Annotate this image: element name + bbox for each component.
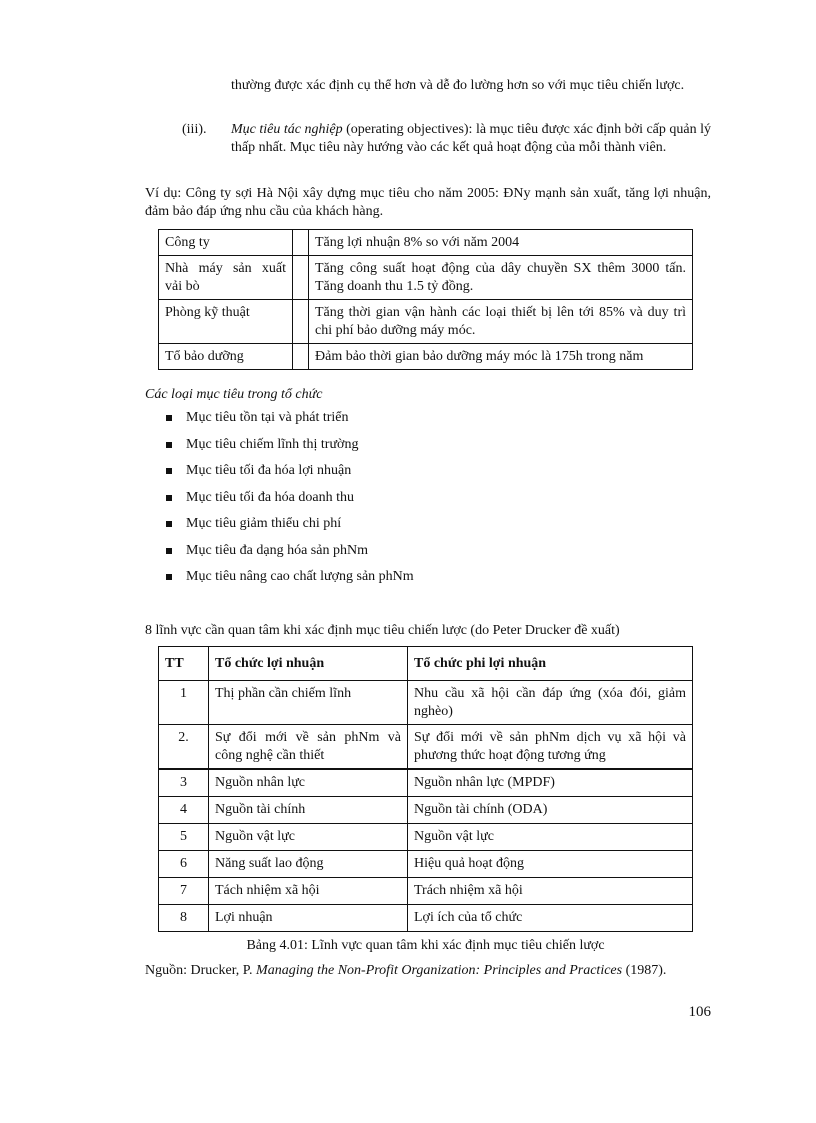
operating-objectives-definition: (operating objectives): là mục tiêu được xác định bởi cấp quản lý thấp nhất. Mục tiêu này hướng vào các kết quả hoạt động của mỗi thành viên. bbox=[231, 122, 712, 155]
list-item bbox=[160, 462, 414, 489]
drucker-areas-table bbox=[158, 646, 693, 932]
profit-cell: Sự đổi mới về sản phNm và công nghệ cần thiết bbox=[209, 725, 408, 770]
tt-cell: 6 bbox=[159, 850, 209, 877]
source-book-title: Managing the Non-Profit Organization: Principles and Practices bbox=[256, 963, 623, 978]
square-bullet-icon bbox=[166, 442, 172, 448]
goal-types-heading: Các loại mục tiêu trong tổ chức bbox=[145, 387, 323, 402]
profit-cell: Tách nhiệm xã hội bbox=[209, 877, 408, 904]
column-header-profit: Tổ chức lợi nhuận bbox=[209, 647, 408, 681]
table-header-row bbox=[159, 647, 693, 681]
nonprofit-cell: Nguồn nhân lực (MPDF) bbox=[408, 769, 693, 796]
square-bullet-icon bbox=[166, 521, 172, 527]
drucker-areas-heading: 8 lĩnh vực cần quan tâm khi xác định mục tiêu chiến lược (do Peter Drucker đề xuất) bbox=[145, 623, 620, 638]
table-row bbox=[159, 230, 693, 256]
source-citation bbox=[145, 962, 711, 980]
profit-cell: Nguồn nhân lực bbox=[209, 769, 408, 796]
table-caption: Bảng 4.01: Lĩnh vực quan tâm khi xác định mục tiêu chiến lược bbox=[246, 938, 605, 953]
list-item bbox=[160, 409, 414, 436]
spacer-cell bbox=[293, 230, 309, 256]
goal-cell: Đảm bảo thời gian bảo dưỡng máy móc là 175h trong năm bbox=[309, 344, 693, 370]
list-item bbox=[160, 568, 414, 595]
paragraph-continuation: thường được xác định cụ thể hơn và dễ đo lường hơn so với mục tiêu chiến lược. bbox=[231, 78, 685, 93]
column-header-tt: TT bbox=[159, 647, 209, 681]
table-row bbox=[159, 769, 693, 796]
profit-cell: Nguồn tài chính bbox=[209, 796, 408, 823]
table-row bbox=[159, 850, 693, 877]
table-row bbox=[159, 725, 693, 770]
table-row bbox=[159, 904, 693, 931]
spacer-cell bbox=[293, 344, 309, 370]
profit-cell: Thị phần cần chiếm lĩnh bbox=[209, 681, 408, 725]
unit-cell: Phòng kỹ thuật bbox=[159, 300, 293, 344]
list-item-text: Mục tiêu tối đa hóa lợi nhuận bbox=[186, 463, 352, 478]
nonprofit-cell: Hiệu quả hoạt động bbox=[408, 850, 693, 877]
table-row bbox=[159, 681, 693, 725]
tt-cell: 2. bbox=[159, 725, 209, 770]
source-prefix: Nguồn: Drucker, P. bbox=[145, 963, 257, 978]
list-item bbox=[160, 489, 414, 516]
tt-cell: 3 bbox=[159, 769, 209, 796]
list-number-iii: (iii). bbox=[182, 122, 207, 137]
tt-cell: 7 bbox=[159, 877, 209, 904]
profit-cell: Năng suất lao động bbox=[209, 850, 408, 877]
list-item bbox=[160, 436, 414, 463]
goal-cell: Tăng lợi nhuận 8% so với năm 2004 bbox=[309, 230, 693, 256]
table-row bbox=[159, 300, 693, 344]
nonprofit-cell: Lợi ích của tổ chức bbox=[408, 904, 693, 931]
list-item bbox=[160, 542, 414, 569]
unit-cell: Nhà máy sản xuất vải bò bbox=[159, 256, 293, 300]
spacer-cell bbox=[293, 256, 309, 300]
nonprofit-cell: Sự đổi mới về sản phNm dịch vụ xã hội và phương thức hoạt động tương ứng bbox=[408, 725, 693, 770]
list-item-text: Mục tiêu nâng cao chất lượng sản phNm bbox=[186, 569, 414, 584]
goal-types-list bbox=[160, 409, 414, 595]
unit-cell: Tổ bảo dưỡng bbox=[159, 344, 293, 370]
tt-cell: 1 bbox=[159, 681, 209, 725]
tt-cell: 8 bbox=[159, 904, 209, 931]
example-paragraph: Ví dụ: Công ty sợi Hà Nội xây dựng mục tiêu cho năm 2005: ĐNy mạnh sản xuất, tăng lợi nhuận, đảm bảo đáp ứng nhu cầu của khách hàng. bbox=[145, 186, 711, 219]
unit-cell: Công ty bbox=[159, 230, 293, 256]
spacer-cell bbox=[293, 300, 309, 344]
list-item-text: Mục tiêu đa dạng hóa sản phNm bbox=[186, 542, 368, 558]
column-header-nonprofit: Tổ chức phi lợi nhuận bbox=[408, 647, 693, 681]
source-year: (1987). bbox=[622, 963, 667, 978]
list-item-text: Mục tiêu giảm thiểu chi phí bbox=[186, 516, 342, 531]
nonprofit-cell: Nhu cầu xã hội cần đáp ứng (xóa đói, giảm nghèo) bbox=[408, 681, 693, 725]
tt-cell: 4 bbox=[159, 796, 209, 823]
table-row bbox=[159, 796, 693, 823]
square-bullet-icon bbox=[166, 548, 172, 554]
operating-objectives-paragraph bbox=[231, 121, 711, 157]
nonprofit-cell: Nguồn tài chính (ODA) bbox=[408, 796, 693, 823]
list-item-text: Mục tiêu tối đa hóa doanh thu bbox=[186, 489, 354, 505]
company-goals-table bbox=[158, 229, 693, 370]
table-row bbox=[159, 823, 693, 850]
page-number: 106 bbox=[688, 1004, 711, 1020]
square-bullet-icon bbox=[166, 574, 172, 580]
table-row bbox=[159, 256, 693, 300]
profit-cell: Nguồn vật lực bbox=[209, 823, 408, 850]
square-bullet-icon bbox=[166, 415, 172, 421]
list-item-text: Mục tiêu tồn tại và phát triển bbox=[186, 410, 349, 425]
goal-cell: Tăng thời gian vận hành các loại thiết bị lên tới 85% và duy trì chi phí bảo dưỡng máy móc. bbox=[309, 300, 693, 344]
tt-cell: 5 bbox=[159, 823, 209, 850]
square-bullet-icon bbox=[166, 495, 172, 501]
table-row bbox=[159, 344, 693, 370]
list-item-text: Mục tiêu chiếm lĩnh thị trường bbox=[186, 436, 359, 452]
goal-cell: Tăng công suất hoạt động của dây chuyền SX thêm 3000 tấn. Tăng doanh thu 1.5 tỷ đồng. bbox=[309, 256, 693, 300]
square-bullet-icon bbox=[166, 468, 172, 474]
term-operating-objectives: Mục tiêu tác nghiệp bbox=[231, 122, 343, 137]
nonprofit-cell: Nguồn vật lực bbox=[408, 823, 693, 850]
table-row bbox=[159, 877, 693, 904]
nonprofit-cell: Trách nhiệm xã hội bbox=[408, 877, 693, 904]
profit-cell: Lợi nhuận bbox=[209, 904, 408, 931]
list-item bbox=[160, 515, 414, 542]
